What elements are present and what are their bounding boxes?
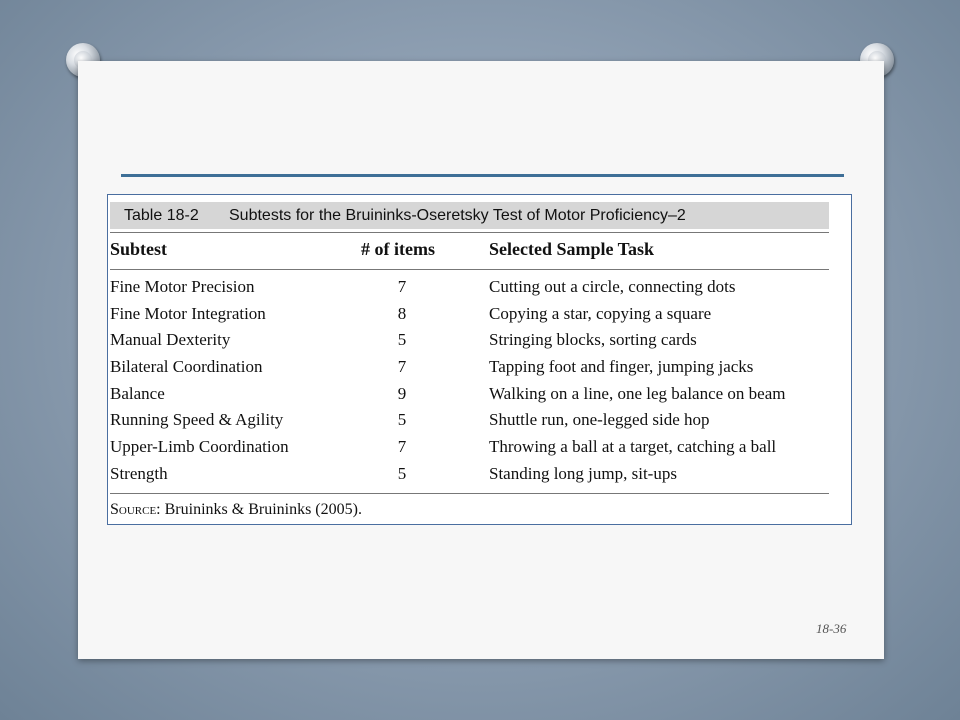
table-rule-bottom <box>110 493 829 494</box>
cell-subtest: Running Speed & Agility <box>110 410 284 430</box>
table-row <box>108 354 848 381</box>
table-body <box>108 274 848 488</box>
source-label: Source: <box>110 501 161 518</box>
table-row <box>108 301 848 328</box>
cell-task: Throwing a ball at a target, catching a ball <box>489 437 777 457</box>
cell-items: 8 <box>397 303 407 323</box>
cell-items: 9 <box>397 383 407 403</box>
table-figure <box>107 194 852 525</box>
table-row <box>108 461 848 488</box>
header-subtest: Subtest <box>110 239 168 259</box>
table-row <box>108 381 848 408</box>
cell-subtest: Bilateral Coordination <box>110 357 263 377</box>
cell-subtest: Fine Motor Integration <box>110 303 266 323</box>
table-caption <box>110 202 829 229</box>
cell-subtest: Upper-Limb Coordination <box>110 437 289 457</box>
table-row <box>108 407 848 434</box>
cell-subtest: Fine Motor Precision <box>110 277 255 296</box>
cell-subtest: Manual Dexterity <box>110 330 231 350</box>
cell-items: 7 <box>397 437 407 457</box>
cell-items: 7 <box>397 357 407 377</box>
table-rule-header <box>110 269 829 270</box>
cell-subtest: Strength <box>110 463 168 483</box>
cell-task: Shuttle run, one-legged side hop <box>489 410 710 430</box>
cell-items: 7 <box>397 277 407 296</box>
cell-items: 5 <box>397 410 407 430</box>
cell-items: 5 <box>397 330 407 350</box>
table-row <box>108 274 848 301</box>
cell-task: Tapping foot and finger, jumping jacks <box>489 357 754 377</box>
header-task: Selected Sample Task <box>489 239 655 259</box>
cell-subtest: Balance <box>110 383 165 403</box>
cell-task: Stringing blocks, sorting cards <box>489 330 697 350</box>
cell-task: Walking on a line, one leg balance on beam <box>489 383 786 403</box>
cell-task: Copying a star, copying a square <box>489 303 712 323</box>
cell-task: Standing long jump, sit-ups <box>489 463 677 483</box>
table-row <box>108 327 848 354</box>
table-row <box>108 434 848 461</box>
table-source-note <box>110 501 362 519</box>
header-items: # of items <box>361 239 435 259</box>
source-text: Bruininks & Bruininks (2005). <box>160 501 362 518</box>
cell-task: Cutting out a circle, connecting dots <box>489 277 736 296</box>
table-number: Table 18-2 <box>124 207 199 224</box>
table-rule-top <box>110 232 829 233</box>
title-divider <box>121 174 844 177</box>
table-title: Subtests for the Bruininks-Oseretsky Test of Motor Proficiency–2 <box>229 207 686 224</box>
cell-items: 5 <box>397 463 407 483</box>
page-number: 18-36 <box>816 621 847 636</box>
